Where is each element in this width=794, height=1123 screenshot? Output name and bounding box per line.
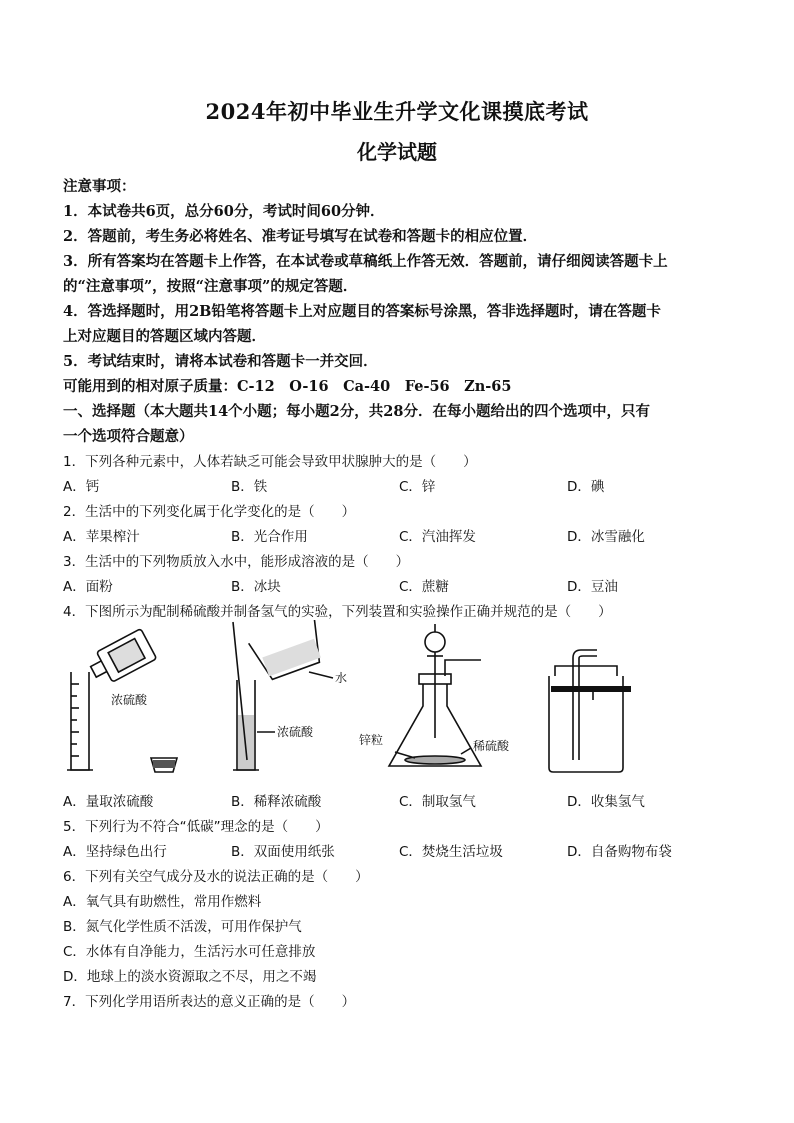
q2-option-c: C．汽油挥发 [399, 529, 476, 545]
atomic-mass-line: 可能用到的相对原子质量：C-12 O-16 Ca-40 Fe-56 Zn-65 [63, 378, 512, 395]
q6-option-a: A．氧气具有助燃性，常用作燃料 [63, 894, 262, 910]
q4-option-c: C．制取氢气 [399, 794, 476, 810]
q4-option-a: A．量取浓硫酸 [63, 794, 154, 810]
question-4-options [63, 790, 743, 810]
exam-subtitle: 化学试题 [357, 140, 437, 164]
question-1-options [63, 475, 743, 495]
notice-item-1: 1．本试卷共6页，总分60分，考试时间60分钟． [63, 203, 385, 220]
question-6-stem: 6．下列有关空气成分及水的说法正确的是（ ） [63, 869, 369, 885]
question-2-options [63, 525, 743, 545]
label-conc-acid-a: 浓硫酸 [111, 693, 148, 707]
label-conc-acid-b: 浓硫酸 [277, 725, 314, 739]
notice-item-4-cont: 上对应题目的答题区域内答题． [63, 328, 266, 345]
question-1-stem: 1．下列各种元素中，人体若缺乏可能会导致甲状腺肿大的是（ ） [63, 454, 477, 470]
q3-option-d: D．豆油 [567, 579, 618, 595]
question-4-figure [63, 620, 743, 780]
figure-a-cylinder-pouring [63, 620, 233, 780]
question-5-options [63, 840, 743, 860]
question-3-options [63, 575, 743, 595]
q2-option-b: B．光合作用 [231, 529, 308, 545]
q5-option-a: A．坚持绿色出行 [63, 844, 167, 860]
question-3-stem: 3．生活中的下列物质放入水中，能形成溶液的是（ ） [63, 554, 410, 570]
figure-d-gas-collection [533, 620, 663, 780]
question-4-stem: 4．下图所示为配制稀硫酸并制备氢气的实验，下列装置和实验操作正确并规范的是（ ） [63, 604, 612, 620]
q6-option-c: C．水体有自净能力，生活污水可任意排放 [63, 944, 316, 960]
q2-option-a: A．苹果榨汁 [63, 529, 140, 545]
q2-option-d: D．冰雪融化 [567, 529, 645, 545]
notice-item-3: 3．所有答案均在答题卡上作答，在本试卷或草稿纸上作答无效．答题前，请仔细阅读答题卡上 [63, 253, 668, 270]
notice-item-5: 5．考试结束时，请将本试卷和答题卡一并交回． [63, 353, 378, 370]
question-5-stem: 5．下列行为不符合“低碳”理念的是（ ） [63, 819, 329, 835]
figure-c-hydrogen-generation [353, 620, 553, 780]
q4-option-d: D．收集氢气 [567, 794, 645, 810]
q5-option-c: C．焚烧生活垃圾 [399, 844, 503, 860]
q4-option-b: B．稀释浓硫酸 [231, 794, 322, 810]
q3-option-b: B．冰块 [231, 579, 281, 595]
label-zinc: 锌粒 [359, 733, 384, 747]
q1-option-c: C．锌 [399, 479, 436, 495]
notice-heading: 注意事项： [63, 178, 136, 195]
label-water: 水 [335, 671, 348, 685]
q5-option-b: B．双面使用纸张 [231, 844, 335, 860]
exam-title: 2024年初中毕业生升学文化课摸底考试 [205, 99, 589, 124]
q6-option-b: B．氮气化学性质不活泼，可用作保护气 [63, 919, 302, 935]
q1-option-d: D．碘 [567, 479, 605, 495]
section-heading: 一、选择题（本大题共14个小题；每小题2分，共28分．在每小题给出的四个选项中，只有 [63, 403, 650, 420]
q3-option-a: A．面粉 [63, 579, 113, 595]
q5-option-d: D．自备购物布袋 [567, 844, 672, 860]
q1-option-b: B．铁 [231, 479, 268, 495]
notice-item-3-cont: 的“注意事项”，按照“注意事项”的规定答题． [63, 278, 358, 295]
section-heading-cont: 一个选项符合题意） [63, 428, 194, 445]
q3-option-c: C．蔗糖 [399, 579, 449, 595]
label-dilute-acid: 稀硫酸 [473, 739, 510, 753]
q6-option-d: D．地球上的淡水资源取之不尽，用之不竭 [63, 969, 317, 985]
question-2-stem: 2．生活中的下列变化属于化学变化的是（ ） [63, 504, 356, 520]
notice-item-2: 2．答题前，考生务必将姓名、准考证号填写在试卷和答题卡的相应位置． [63, 228, 538, 245]
question-7-stem: 7．下列化学用语所表达的意义正确的是（ ） [63, 994, 356, 1010]
notice-item-4: 4．答选择题时，用2B铅笔将答题卡上对应题目的答案标号涂黑，答非选择题时，请在答题卡 [63, 303, 661, 320]
q1-option-a: A．钙 [63, 479, 100, 495]
